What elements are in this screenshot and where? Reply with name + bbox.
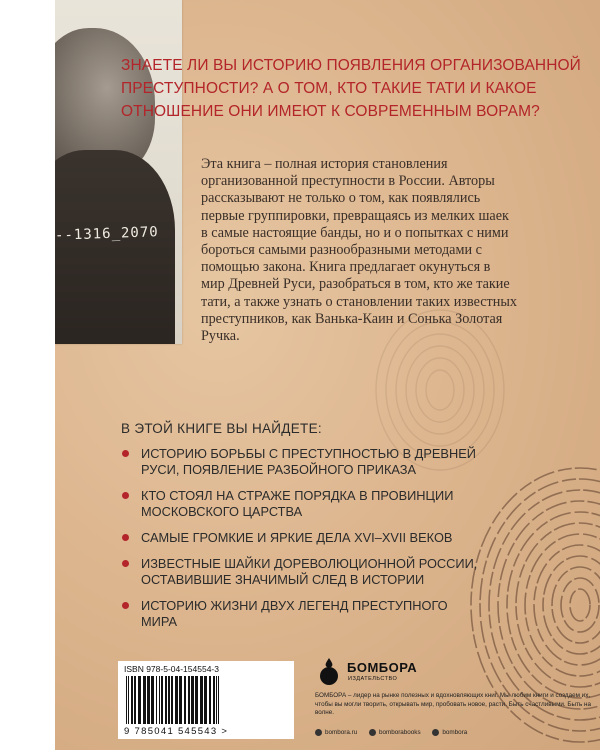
barcode-bar <box>216 676 217 724</box>
list-item <box>121 488 481 520</box>
publisher-name: БОМБОРА <box>347 660 418 675</box>
barcode-bar <box>134 676 136 724</box>
social-item-vk: bomborabooks <box>369 729 421 736</box>
list-item <box>121 530 481 546</box>
bullet-icon <box>122 560 129 567</box>
barcode-bar <box>151 676 154 724</box>
social-item-site: bombora.ru <box>315 729 357 736</box>
barcode-bar <box>171 676 173 724</box>
barcode-bar <box>179 676 182 724</box>
barcode-bar <box>184 676 186 724</box>
barcode-bar <box>161 676 163 724</box>
barcode-bar <box>128 676 129 724</box>
archival-photo <box>55 0 182 344</box>
bullet-icon <box>122 492 129 499</box>
barcode-bar <box>165 676 167 724</box>
barcode-bar <box>175 676 178 724</box>
list-item-text: ИЗВЕСТНЫЕ ШАЙКИ ДОРЕВОЛЮЦИОННОЙ РОССИИ, ОСТАВИВШИЕ ЗНАЧИМЫЙ СЛЕД В ИСТОРИИ <box>141 556 478 587</box>
list-item-text: САМЫЕ ГРОМКИЕ И ЯРКИЕ ДЕЛА XVI–XVII ВЕКОВ <box>141 530 453 545</box>
list-item <box>121 556 481 588</box>
barcode-bar <box>126 676 127 724</box>
barcode-bar <box>213 676 215 724</box>
list-item-text: ИСТОРИЮ ЖИЗНИ ДВУХ ЛЕГЕНД ПРЕСТУПНОГО МИРА <box>141 598 448 629</box>
isbn-label: ISBN 978-5-04-154554-3 <box>124 664 219 674</box>
barcode-bar <box>168 676 170 724</box>
teaser-question: ЗНАЕТЕ ЛИ ВЫ ИСТОРИЮ ПОЯВЛЕНИЯ ОРГАНИЗОВАННОЙ ПРЕСТУПНОСТИ? А О ТОМ, КТО ТАКИЕ ТАТИ И КАКОЕ ОТНОШЕНИЕ ОНИ ИМЕЮТ К СОВРЕМЕННЫМ ВОРАМ? <box>121 57 581 120</box>
barcode-bar <box>156 676 157 724</box>
list-item-text: ИСТОРИЮ БОРЬБЫ С ПРЕСТУПНОСТЬЮ В ДРЕВНЕЙ РУСИ, ПОЯВЛЕНИЕ РАЗБОЙНОГО ПРИКАЗА <box>141 446 476 477</box>
photo-coat <box>55 150 175 344</box>
social-links <box>315 729 477 736</box>
bombora-logo-icon <box>315 656 343 686</box>
publisher-subtitle: ИЗДАТЕЛЬСТВО <box>348 676 398 682</box>
book-back-cover <box>55 0 600 750</box>
barcode-bar <box>195 676 198 724</box>
barcode-bar <box>191 676 194 724</box>
bullet-icon <box>122 534 129 541</box>
barcode-bar <box>209 676 211 724</box>
barcode-bar <box>131 676 133 724</box>
findings-list <box>121 446 481 640</box>
list-item-text: КТО СТОЯЛ НА СТРАЖЕ ПОРЯДКА В ПРОВИНЦИИ МОСКОВСКОГО ЦАРСТВА <box>141 488 454 519</box>
barcode-bar <box>218 676 219 724</box>
findings-heading: В ЭТОЙ КНИГЕ ВЫ НАЙДЕТЕ: <box>121 421 322 436</box>
barcode-icon <box>124 676 288 726</box>
photo-caption: --1316_2070 <box>55 224 159 244</box>
barcode-bar <box>159 676 160 724</box>
list-item <box>121 446 481 478</box>
barcode-bar <box>200 676 203 724</box>
publisher-blurb: БОМБОРА – лидер на рынке полезных и вдохновляющих книг. Мы любим книги и создаем их, чтобы вы могли творить, открывать мир, пробовать новое, расти. Быть счастливыми. Быть на волне. <box>315 692 591 717</box>
barcode-bar <box>143 676 146 724</box>
telegram-icon <box>432 729 439 736</box>
globe-icon <box>315 729 322 736</box>
barcode-digits: 9 785041 545543 > <box>124 726 229 737</box>
barcode-bar <box>138 676 141 724</box>
barcode-bar <box>188 676 190 724</box>
bullet-icon <box>122 450 129 457</box>
barcode-block <box>118 661 294 739</box>
book-description: Эта книга – полная история становления организованной преступности в России. Авторы рассказывают не только о том, как появлялись первые группировки, превращаясь из мелких шаек в самые настоящие банды, но и о попытках с ними бороться самыми разнообразными методами с помощью закона. Книга предлагает окунуться в мир Древней Руси, разобраться в том, кто же такие тати, а также узнать о становлении таких известных преступников, как Ванька-Каин и Сонька Золотая Ручка. <box>201 156 517 345</box>
barcode-bar <box>147 676 150 724</box>
bullet-icon <box>122 602 129 609</box>
vk-icon <box>369 729 376 736</box>
list-item <box>121 598 481 630</box>
barcode-bar <box>204 676 207 724</box>
social-item-telegram: bombora <box>432 729 467 736</box>
